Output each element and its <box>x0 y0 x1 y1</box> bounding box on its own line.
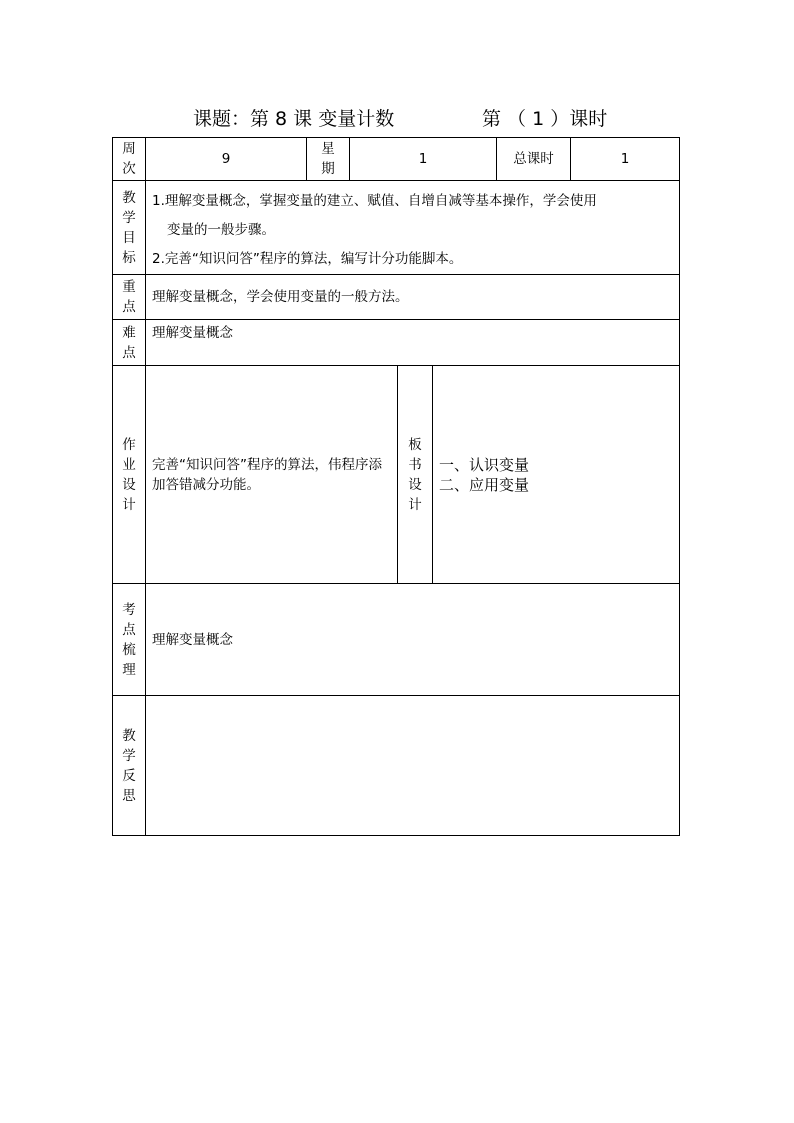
objective-1-continued: 变量的一般步骤。 <box>167 222 275 238</box>
lesson-header <box>193 105 673 133</box>
difficulties-text: 理解变量概念 <box>152 325 233 341</box>
weekday-label-cell <box>306 137 350 181</box>
board-label-cell <box>397 365 433 584</box>
exam-points-content <box>145 583 680 696</box>
total-hours-value-cell <box>570 137 680 181</box>
reflection-content <box>145 695 680 836</box>
total-hours-label-cell <box>496 137 571 181</box>
difficulties-label-cell <box>112 319 146 366</box>
weekday-label: 星期 <box>321 141 335 177</box>
board-label: 板书设计 <box>408 436 422 513</box>
homework-label: 作业设计 <box>122 436 136 513</box>
exam-points-label-cell <box>112 583 146 696</box>
weekday-value-cell <box>349 137 497 181</box>
difficulties-label: 难点 <box>122 324 136 361</box>
homework-label-cell <box>112 365 146 584</box>
key-points-label-cell <box>112 274 146 320</box>
board-content <box>432 365 680 584</box>
objectives-content <box>145 180 680 275</box>
lesson-title: 课题：第 8 课 变量计数 <box>193 108 395 130</box>
objectives-label: 教学目标 <box>122 189 136 266</box>
objectives-label-cell <box>112 180 146 275</box>
key-points-text: 理解变量概念，学会使用变量的一般方法。 <box>152 289 409 305</box>
weekday-value: 1 <box>418 151 428 167</box>
homework-text: 完善“知识问答”程序的算法，伟程序添加答错减分功能。 <box>152 456 382 493</box>
key-points-content <box>145 274 680 320</box>
total-hours-value: 1 <box>620 151 630 167</box>
key-points-label: 重点 <box>122 279 136 315</box>
total-hours-label: 总课时 <box>513 151 554 167</box>
week-value: 9 <box>221 151 231 167</box>
week-value-cell <box>145 137 307 181</box>
week-label: 周次 <box>122 141 136 177</box>
board-item-2: 二、应用变量 <box>439 475 530 494</box>
reflection-label: 教学反思 <box>122 727 136 804</box>
board-item-1: 一、认识变量 <box>439 455 530 474</box>
objective-1: 1.理解变量概念，掌握变量的建立、赋值、自增自减等基本操作，学会使用 <box>152 193 597 209</box>
objective-2: 2.完善“知识问答”程序的算法，编写计分功能脚本。 <box>152 251 463 267</box>
exam-points-label: 考点梳理 <box>122 601 136 678</box>
reflection-label-cell <box>112 695 146 836</box>
lesson-period: 第 （ 1 ）课时 <box>482 108 608 130</box>
exam-points-text: 理解变量概念 <box>152 631 233 648</box>
homework-content <box>145 365 398 584</box>
week-label-cell <box>112 137 146 181</box>
difficulties-content <box>145 319 680 366</box>
